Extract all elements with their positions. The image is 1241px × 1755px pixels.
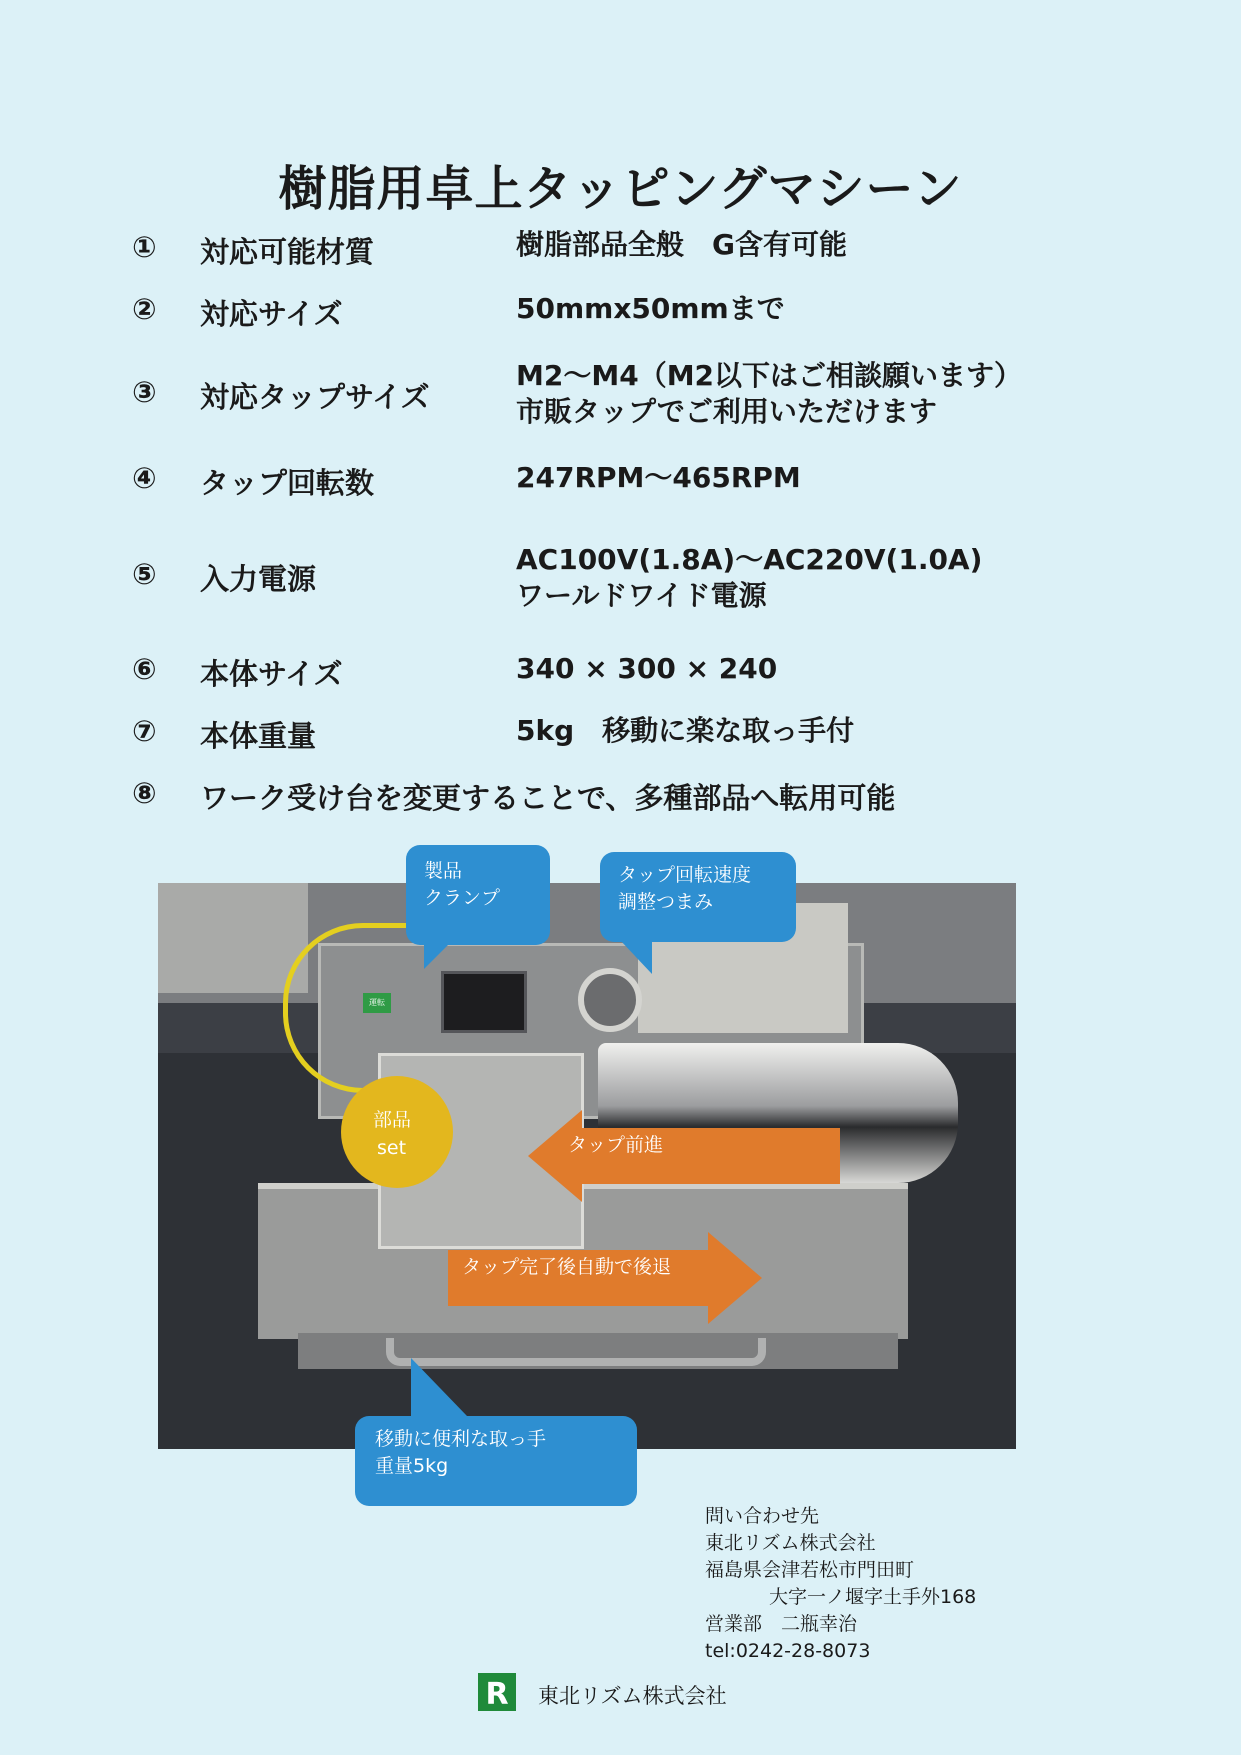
spec-value-line-2: ワールドワイド電源 [516,579,767,612]
contact-tel: tel:0242-28-8073 [705,1640,871,1662]
callout-part-set-line-1: 部品 [373,1109,412,1131]
spec-value: 50mmx50mmまで [516,292,785,325]
callout-handle-line-1: 移動に便利な取っ手 [375,1428,547,1450]
spec-number: ⑥ [132,652,157,686]
spec-value-line-1: AC100V(1.8A)～AC220V(1.0A) [516,543,983,576]
callout-part-set [341,1076,453,1188]
callout-tail [411,1358,467,1416]
spec-value-line-2: 市販タップでご利用いただけます [516,395,937,428]
callout-clamp-line-1: 製品 [424,860,463,882]
spec-label: ワーク受け台を変更することで、多種部品へ転用可能 [200,781,896,815]
spec-label: 入力電源 [200,562,317,596]
arrow-auto-return-label: タップ完了後自動で後退 [462,1256,672,1278]
rpm-display [441,971,527,1033]
spec-value: 340 × 300 × 240 [516,652,778,685]
arrow-tap-forward-label: タップ前進 [568,1134,664,1156]
photo-background-shelf [158,883,308,993]
callout-handle [355,1416,637,1506]
spec-number: ② [132,292,157,326]
spec-value: 5kg 移動に楽な取っ手付 [516,714,855,747]
spec-label: 本体重量 [200,719,317,753]
spec-value: 247RPM～465RPM [516,461,801,494]
callout-handle-line-2: 重量5kg [375,1455,449,1477]
spec-number: ⑧ [132,776,157,810]
contact-address-2: 大字一ノ堰字土手外168 [769,1586,977,1608]
callout-clamp [406,845,550,945]
callout-part-set-line-2: set [377,1137,407,1159]
spec-label: 対応サイズ [200,297,343,331]
callout-clamp-line-2: クランプ [424,887,501,909]
spec-number: ① [132,230,157,264]
contact-heading: 問い合わせ先 [705,1505,820,1527]
contact-address-1: 福島県会津若松市門田町 [705,1559,915,1581]
callout-tail [620,940,652,974]
footer-company-name: 東北リズム株式会社 [538,1684,727,1708]
arrow-tap-forward [528,1110,840,1208]
spec-label: 対応可能材質 [200,235,375,269]
spec-label: 対応タップサイズ [200,380,430,414]
spec-number: ⑦ [132,714,157,748]
spec-number: ④ [132,461,157,495]
arrow-head [708,1232,762,1324]
callout-tail [424,943,450,969]
run-switch-label: 運転 [369,998,385,1007]
company-logo-icon: R [478,1673,516,1711]
callout-speed-line-1: タップ回転速度 [618,864,752,886]
callout-speed-knob [600,852,796,942]
spec-number: ③ [132,375,157,409]
contact-department: 営業部 二瓶幸治 [705,1613,858,1635]
spec-label: タップ回転数 [200,466,375,500]
callout-speed-line-2: 調整つまみ [618,891,714,913]
spec-value: 樹脂部品全般 G含有可能 [516,228,847,261]
speed-knob [578,968,642,1032]
spec-value-line-1: M2～M4（M2以下はご相談願います） [516,359,1023,392]
contact-info [705,1503,976,1665]
spec-number: ⑤ [132,557,157,591]
arrow-auto-return [448,1232,760,1330]
contact-company: 東北リズム株式会社 [705,1532,876,1554]
spec-label: 本体サイズ [200,657,343,691]
page-title: 樹脂用卓上タッピングマシーン [278,161,963,217]
